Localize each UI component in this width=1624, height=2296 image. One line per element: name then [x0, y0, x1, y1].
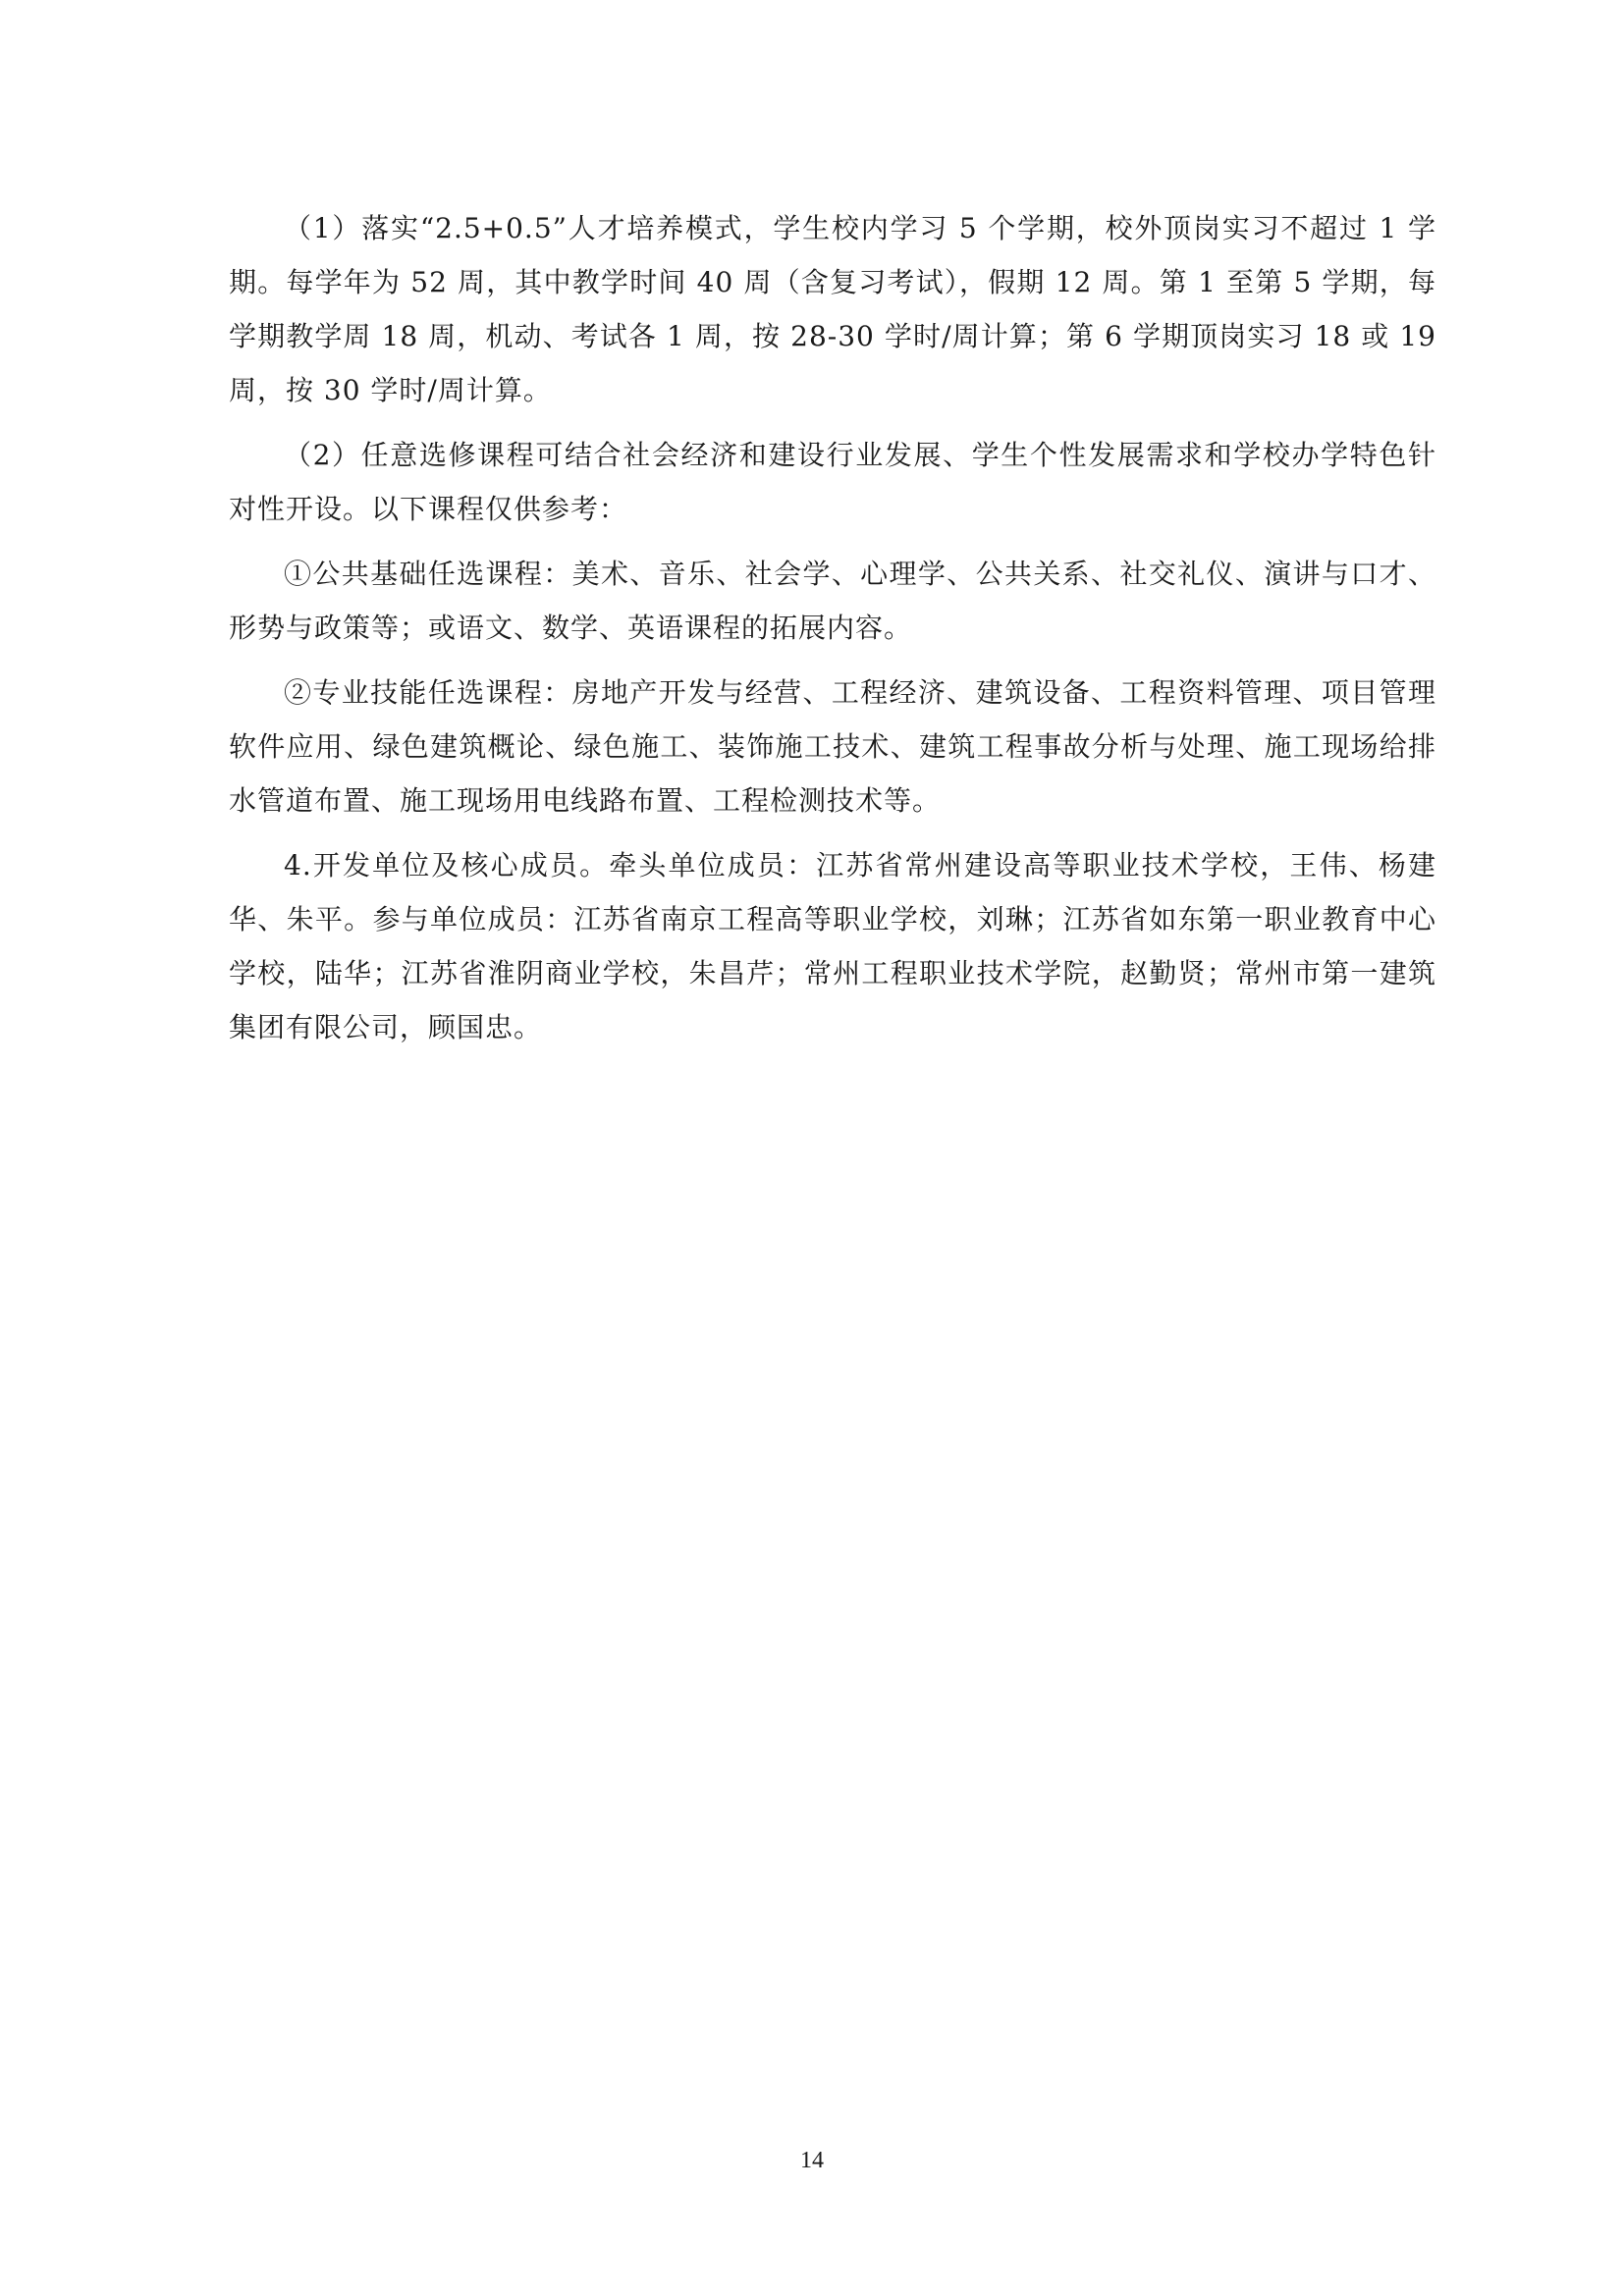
paragraph-developers: 4.开发单位及核心成员。牵头单位成员：江苏省常州建设高等职业技术学校，王伟、杨建华、朱平。参与单位成员：江苏省南京工程高等职业学校，刘琳；江苏省如东第一职业教育中心学校，陆华；江苏省淮阴商业学校，朱昌芹；常州工程职业技术学院，赵勤贤；常州市第一建筑集团有限公司，顾国忠。 [229, 849, 1436, 1043]
paragraph-electives: （2）任意选修课程可结合社会经济和建设行业发展、学生个性发展需求和学校办学特色针对性开设。以下课程仅供参考： [229, 439, 1436, 525]
page-number: 14 [800, 2148, 824, 2173]
paragraph-schedule: （1）落实“2.5+0.5”人才培养模式，学生校内学习 5 个学期，校外顶岗实习不超过 1 学期。每学年为 52 周，其中教学时间 40 周（含复习考试），假期 12 周。第 1 至第 5 学期，每学期教学周 18 周，机动、考试各 1 周，按 28-30 学时/周计算；第 6 学期顶岗实习 18 或 19 周，按 30 学时/周计算。 [229, 212, 1436, 406]
document-body [229, 201, 1436, 1065]
paragraph-public-electives: ①公共基础任选课程：美术、音乐、社会学、心理学、公共关系、社交礼仪、演讲与口才、形势与政策等；或语文、数学、英语课程的拓展内容。 [229, 558, 1436, 644]
paragraph-professional-electives: ②专业技能任选课程：房地产开发与经营、工程经济、建筑设备、工程资料管理、项目管理软件应用、绿色建筑概论、绿色施工、装饰施工技术、建筑工程事故分析与处理、施工现场给排水管道布置、施工现场用电线路布置、工程检测技术等。 [229, 676, 1436, 817]
